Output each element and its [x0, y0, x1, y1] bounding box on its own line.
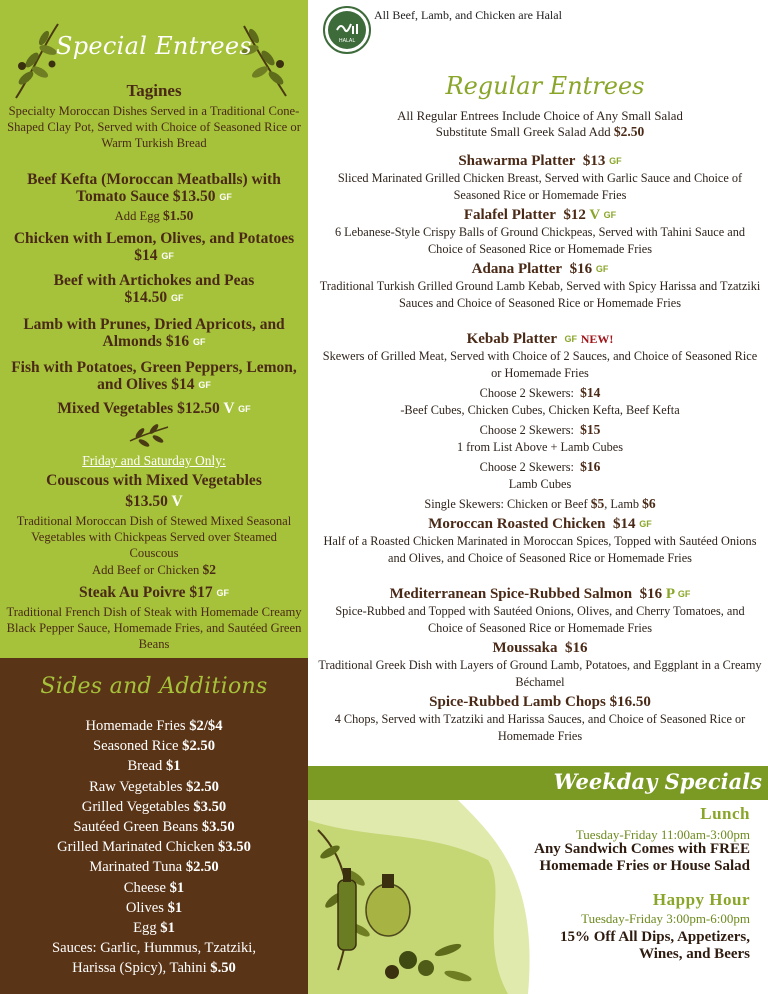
- special-item-beef-kefta: [6, 171, 302, 224]
- item-description: Skewers of Grilled Meat, Served with Choice of 2 Sauces, and Choice of Seasoned Rice or Homemade Fries: [322, 349, 758, 380]
- item-description: 6 Lebanese-Style Crispy Balls of Ground Chickpeas, Served with Tahini Sauce and Choice of Seasoned Rice or Homemade Fries: [334, 225, 746, 256]
- item-price: $13: [582, 153, 606, 169]
- item-name: Moroccan Roasted Chicken: [428, 516, 606, 532]
- item-price: $12.50: [177, 400, 220, 417]
- item-price: $16: [639, 586, 663, 602]
- gf-badge: GF: [238, 404, 251, 414]
- tagines-description: Specialty Moroccan Dishes Served in a Traditional Cone-Shaped Clay Pot, Served with Choice of Seasoned Rice or Warm Turkish Bread: [7, 104, 301, 150]
- vegetarian-badge: V: [171, 493, 183, 510]
- weekday-specials-heading: Weekday Specials: [553, 769, 762, 794]
- couscous-price: $13.50: [125, 493, 168, 510]
- item-price: $16: [165, 333, 190, 350]
- halal-note: All Beef, Lamb, and Chicken are Halal: [374, 8, 562, 22]
- steak-description: Traditional French Dish of Steak with Homemade Creamy Black Pepper Sauce, Homemade Fries, and Sautéed Green Beans: [6, 605, 302, 651]
- item-name: Chicken with Lemon, Olives, and Potatoes: [13, 230, 295, 247]
- lunch-title: Lunch: [700, 804, 750, 823]
- item-name: Adana Platter: [471, 261, 563, 277]
- list-item: Seasoned Rice $2.50: [92, 738, 215, 755]
- new-badge: NEW!: [580, 332, 614, 346]
- sides-heading: Sides and Additions: [40, 674, 268, 699]
- regular-item-salmon: [318, 586, 762, 637]
- tagines-section: [6, 82, 302, 151]
- item-name: Mixed Vegetables: [57, 400, 174, 417]
- gf-badge: GF: [603, 210, 617, 220]
- item-name: Beef with Artichokes and Peas: [53, 272, 255, 289]
- couscous-description: Traditional Moroccan Dish of Stewed Mixed Seasonal Vegetables with Chickpeas Served over Steamed Couscous: [16, 514, 292, 560]
- regular-item-shawarma: [318, 153, 762, 204]
- special-item-beef-artichokes: [6, 272, 302, 307]
- item-name: Spice-Rubbed Lamb Chops: [429, 694, 606, 710]
- regular-item-falafel: [318, 207, 762, 258]
- item-price: $16.50: [609, 694, 651, 710]
- regular-item-kebab: Kebab Platter GF NEW! Skewers of Grilled Meat, Served with Choice of 2 Sauces, and Choice of Seasoned Rice or Homemade Fries Choose 2 Skewers: $14 -Beef Cubes, Chicken Cubes, Chicken Kefta, Beef Kefta Choose 2 Skewers: $15 1 from List Above + Lamb Cubes Choose 2 Skewers: $16 Lamb Cubes Single Skewers: Chicken or Beef $5, Lamb $6: [318, 331, 762, 513]
- tagines-title: Tagines: [126, 81, 182, 100]
- happy-hour-title: Happy Hour: [652, 890, 750, 909]
- list-item: Cheese $1: [123, 879, 185, 896]
- sides-list: [4, 716, 304, 979]
- add-egg-label: Add Egg: [114, 209, 160, 223]
- pescatarian-badge: P: [665, 586, 675, 602]
- gf-badge: GF: [198, 380, 211, 390]
- gf-badge: GF: [677, 589, 691, 599]
- special-item-mixed-vegetables: [6, 400, 302, 418]
- couscous-add-label: Add Beef or Chicken: [91, 563, 200, 577]
- item-description: 4 Chops, Served with Tzatziki and Harissa Sauces, and Choice of Seasoned Rice or Homemade Fries: [334, 712, 746, 743]
- gf-badge: GF: [192, 337, 206, 347]
- item-description: Traditional Greek Dish with Layers of Ground Lamb, Potatoes, and Eggplant in a Creamy Béchamel: [318, 658, 762, 689]
- sauces-line: Harissa (Spicy), Tahini $.50: [72, 960, 236, 977]
- list-item: Bread $1: [127, 758, 181, 775]
- intro-price: $2.50: [613, 124, 645, 139]
- item-price: $14: [612, 516, 636, 532]
- special-item-lamb-prunes: [6, 316, 302, 351]
- gf-badge: GF: [609, 156, 622, 166]
- happy-hour-hours: Tuesday-Friday 3:00pm-6:00pm: [581, 911, 750, 926]
- regular-item-moroccan-chicken: [318, 516, 762, 567]
- gf-badge: GF: [595, 264, 609, 274]
- item-name: Mediterranean Spice-Rubbed Salmon: [389, 586, 633, 602]
- item-price: $14: [171, 376, 195, 393]
- halal-seal-icon: [323, 6, 371, 54]
- list-item: Olives $1: [125, 899, 183, 916]
- item-name: Shawarma Platter: [458, 153, 576, 169]
- couscous-add-price: $2: [202, 562, 217, 577]
- couscous-title: Couscous with Mixed Vegetables: [46, 472, 262, 489]
- item-name: Kebab Platter: [466, 331, 557, 347]
- list-item: Grilled Vegetables $3.50: [81, 798, 227, 815]
- item-price: $13.50: [172, 188, 216, 205]
- regular-entrees-heading: Regular Entrees: [445, 72, 645, 100]
- gf-badge: GF: [171, 293, 184, 303]
- gf-badge: GF: [219, 192, 232, 202]
- item-price: $16: [565, 640, 588, 656]
- lunch-hours: Tuesday-Friday 11:00am-3:00pm: [575, 827, 750, 842]
- intro-line: Substitute Small Greek Salad Add: [435, 125, 611, 139]
- item-description: Half of a Roasted Chicken Marinated in Moroccan Spices, Topped with Sautéed Onions and Olives, and Choice of Seasoned Rice or Homemade Fries: [323, 534, 757, 565]
- item-name: Fish with Potatoes, Green Peppers, Lemon, and Olives: [11, 359, 297, 393]
- list-item: Grilled Marinated Chicken $3.50: [57, 839, 251, 856]
- happy-hour-offer-line: Wines, and Beers: [639, 946, 750, 962]
- item-price: $17: [189, 584, 213, 601]
- list-item: Egg $1: [133, 920, 175, 937]
- item-name: Beef Kefta (Moroccan Meatballs) with Tomato Sauce: [27, 171, 281, 205]
- regular-intro: [318, 109, 762, 140]
- item-name: Moussaka: [492, 640, 558, 656]
- vegetarian-badge: V: [223, 400, 235, 417]
- item-price: $14.50: [124, 289, 168, 306]
- leaf-divider-icon: [126, 421, 172, 447]
- special-item-chicken-lemon: [6, 230, 302, 265]
- list-item: Raw Vegetables $2.50: [89, 778, 219, 795]
- gf-badge: GF: [216, 588, 229, 598]
- intro-line: All Regular Entrees Include Choice of Any Small Salad: [397, 109, 683, 123]
- list-item: Homemade Fries $2/$4: [85, 718, 223, 734]
- gf-badge: GF: [161, 251, 174, 261]
- regular-item-adana: [318, 261, 762, 312]
- special-item-fish: [6, 359, 302, 394]
- regular-item-lamb-chops: [318, 694, 762, 745]
- item-description: Traditional Turkish Grilled Ground Lamb Kebab, Served with Spicy Harissa and Tzatziki Sauces and Choice of Seasoned Rice or Homemade Fries: [319, 279, 761, 310]
- svg-text:HALAL: HALAL: [338, 38, 356, 44]
- lunch-offer-line: Homemade Fries or House Salad: [539, 858, 750, 874]
- special-item-steak-au-poivre: [6, 584, 302, 652]
- happy-hour-offer-line: 15% Off All Dips, Appetizers,: [560, 929, 750, 945]
- list-item: Marinated Tuna $2.50: [89, 859, 219, 876]
- gf-badge: GF: [639, 519, 652, 529]
- item-price: $14: [134, 247, 158, 264]
- item-price: $12: [563, 207, 586, 223]
- weekend-only-label: Friday and Saturday Only:: [82, 453, 226, 468]
- add-egg-price: $1.50: [162, 208, 194, 223]
- list-item: Sautéed Green Beans $3.50: [73, 819, 235, 836]
- lunch-offer-line: Any Sandwich Comes with FREE: [534, 841, 750, 857]
- special-entrees-heading: Special Entrees: [55, 32, 253, 60]
- item-description: Sliced Marinated Grilled Chicken Breast, Served with Garlic Sauce and Choice of Seasoned Rice or Homemade Fries: [337, 171, 743, 202]
- item-name: Falafel Platter: [463, 207, 556, 223]
- regular-item-moussaka: [318, 640, 762, 691]
- item-name: Lamb with Prunes, Dried Apricots, and Almonds: [23, 316, 285, 350]
- item-name: Steak Au Poivre: [79, 584, 186, 601]
- weekend-couscous-section: [6, 453, 302, 578]
- gf-badge: GF: [564, 334, 577, 344]
- item-description: Spice-Rubbed and Topped with Sautéed Onions, Olives, and Cherry Tomatoes, and Choice of Seasoned Rice or Homemade Fries: [335, 604, 745, 635]
- vegetarian-badge: V: [589, 207, 600, 223]
- sauces-line: Sauces: Garlic, Hummus, Tzatziki,: [52, 940, 256, 957]
- item-price: $16: [569, 261, 593, 277]
